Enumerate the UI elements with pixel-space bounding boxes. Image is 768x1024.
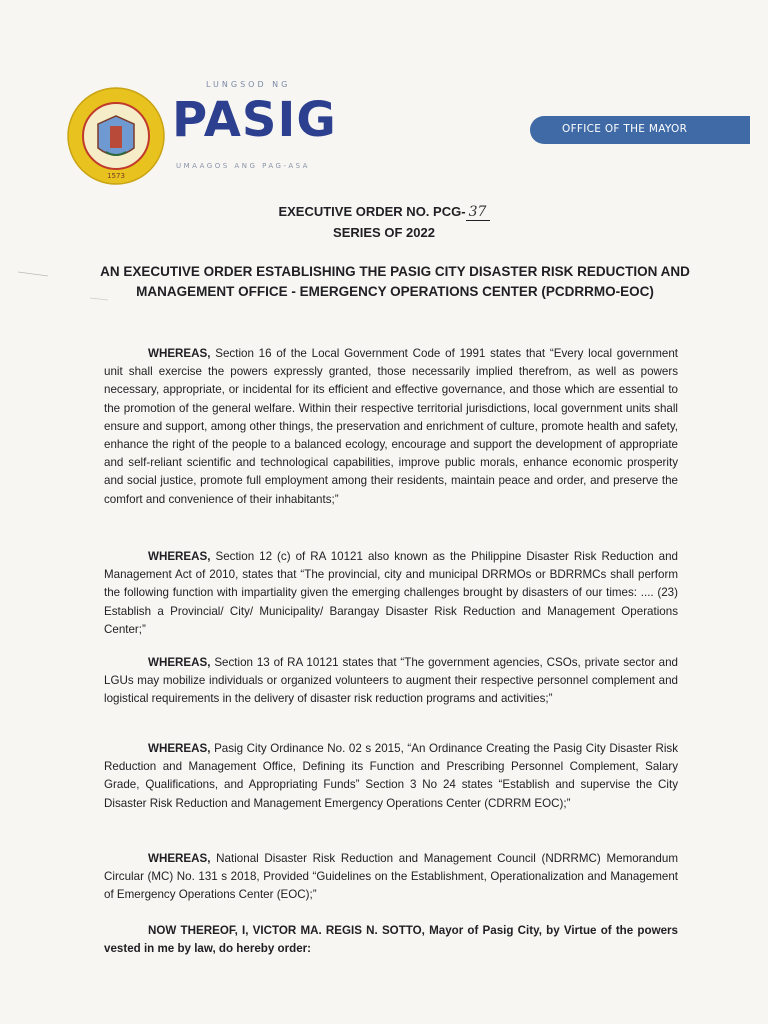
paragraph-text: I, VICTOR MA. REGIS N. SOTTO, Mayor of Pasig City, by Virtue of the powers vested in me by law, do hereby order:	[104, 924, 678, 956]
whereas-paragraph-4	[104, 740, 678, 813]
paragraph-lead: WHEREAS,	[148, 347, 211, 360]
brand-wordmark: PASIG	[172, 92, 337, 148]
city-seal-logo	[66, 86, 166, 186]
order-series: SERIES OF 2022	[333, 225, 435, 240]
order-number-handwritten: 37	[466, 204, 490, 221]
order-title: AN EXECUTIVE ORDER ESTABLISHING THE PASIG CITY DISASTER RISK REDUCTION AND MANAGEMENT OFFICE - EMERGENCY OPERATIONS CENTER (PCDRRMO-EOC)	[100, 264, 690, 299]
order-prefix: EXECUTIVE ORDER NO. PCG-	[278, 204, 466, 219]
whereas-paragraph-2	[104, 548, 678, 639]
executive-order-number	[0, 204, 768, 221]
office-of-the-mayor-badge	[530, 116, 750, 144]
paragraph-text: Section 13 of RA 10121 states that “The government agencies, CSOs, private sector and LGUs may mobilize individuals or organized volunteers to augment their respective personnel complement and logistical requirements in the delivery of disaster risk reduction programs and activities;”	[104, 656, 678, 706]
paragraph-text: Pasig City Ordinance No. 02 s 2015, “An Ordinance Creating the Pasig City Disaster Risk Reduction and Management Office, Defining its Function and Prescribing Personnel Complement, Salary Grade, Qualifications, and Appropriating Funds” Section 3 No 24 states “Establish and supervise the City Disaster Risk Reduction and Management Emergency Operations Center (CDRRM EOC);”	[104, 742, 678, 810]
svg-text:1573: 1573	[107, 172, 125, 180]
paragraph-lead: WHEREAS,	[148, 852, 211, 865]
paragraph-text: Section 12 (c) of RA 10121 also known as the Philippine Disaster Risk Reduction and Management Act of 2010, states that “The provincial, city and municipal DRRMOs or BDRRMCs shall perform the following function with impartiality given the emerging challenges brought by disasters of our times: .... (23) Establish a Provincial/ City/ Municipality/ Barangay Disaster Risk Reduction and Management Operations Center;”	[104, 550, 678, 636]
whereas-paragraph-5	[104, 850, 678, 905]
brand-tagline: UMAAGOS ANG PAG-ASA	[176, 162, 310, 170]
whereas-paragraph-1	[104, 345, 678, 509]
whereas-paragraph-3	[104, 654, 678, 709]
paragraph-lead: WHEREAS,	[148, 656, 211, 669]
paragraph-lead: WHEREAS,	[148, 742, 211, 755]
now-thereof-paragraph	[104, 922, 678, 958]
paragraph-lead: WHEREAS,	[148, 550, 211, 563]
paragraph-text: National Disaster Risk Reduction and Management Council (NDRRMC) Memorandum Circular (MC) No. 131 s 2018, Provided “Guidelines on the Establishment, Operationalization and Management of Emergency Operations Center (EOC);”	[104, 852, 678, 902]
office-badge-label: OFFICE OF THE MAYOR	[562, 123, 688, 135]
pasig-brand-logo	[172, 80, 337, 180]
brand-top-text: LUNGSOD NG	[206, 80, 291, 89]
paragraph-lead: NOW THEREOF,	[148, 924, 238, 937]
scan-artifact	[18, 264, 108, 304]
paragraph-text: Section 16 of the Local Government Code of 1991 states that “Every local government unit shall exercise the powers expressly granted, those necessarily implied therefrom, as well as powers necessary, appropriate, or incidental for its efficient and effective governance, and those which are essential to the promotion of the general welfare. Within their respective territorial jurisdictions, local government units shall ensure and support, among other things, the preservation and enrichment of culture, promote health and safety, enhance the right of the people to a balanced ecology, encourage and support the development of appropriate and self-reliant scientific and technological capabilities, improve public morals, enhance economic prosperity and social justice, promote full employment among their residents, maintain peace and order, and preserve the comfort and convenience of their inhabitants;”	[104, 347, 678, 506]
